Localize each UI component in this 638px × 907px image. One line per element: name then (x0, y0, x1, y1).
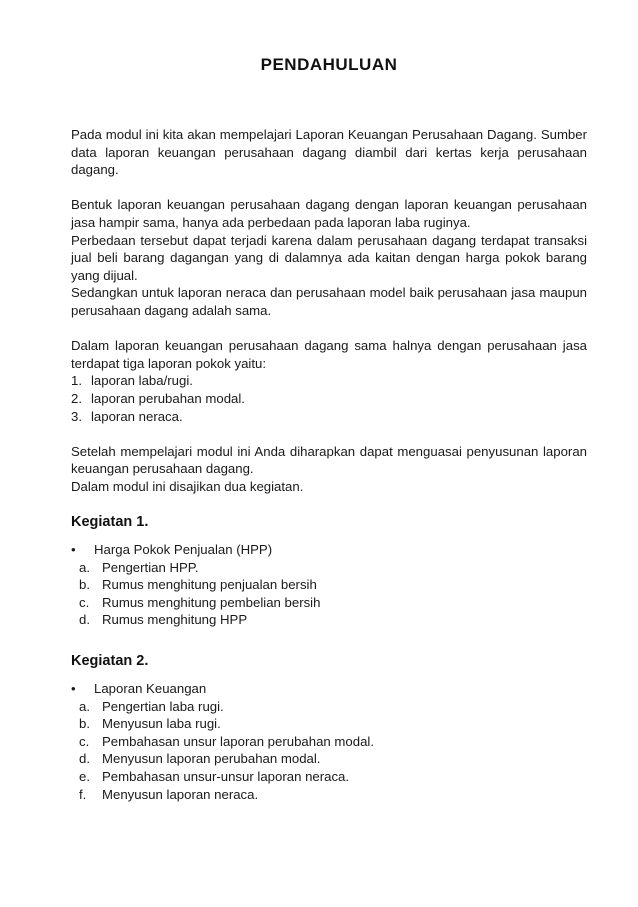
paragraph-activities: Dalam modul ini disajikan dua kegiatan. (71, 478, 304, 494)
item-text: Pengertian laba rugi. (102, 698, 224, 714)
list-item (79, 698, 587, 716)
paragraph-objective: Setelah mempelajari modul ini Anda diharapkan dapat menguasai penyusunan laporan keuangan perusahaan dagang. (71, 443, 587, 477)
intro-body (71, 126, 587, 495)
list-item (79, 559, 587, 577)
item-text: Rumus menghitung HPP (102, 612, 248, 628)
list-item (71, 408, 587, 426)
list-item (71, 680, 587, 698)
list-item (79, 715, 587, 733)
item-letter: c. (79, 594, 90, 610)
item-text: Pembahasan unsur laporan perubahan modal. (102, 733, 374, 749)
kegiatan-1-list (71, 541, 587, 629)
list-item (79, 594, 587, 612)
item-letter: b. (79, 577, 90, 593)
item-letter: d. (79, 612, 90, 628)
list-item (71, 541, 587, 559)
list-item (79, 750, 587, 768)
paragraph-difference: Perbedaan tersebut dapat terjadi karena dalam perusahaan dagang terdapat transaksi jual beli barang dagangan yang di dalamnya ada kaitan dengan harga pokok barang yang dijual. (71, 232, 587, 283)
sub-list (71, 559, 587, 629)
paragraph-balance-sheet: Sedangkan untuk laporan neraca dan perusahaan model baik perusahaan jasa maupun perusahaan dagang adalah sama. (71, 285, 587, 318)
item-text: Menyusun laporan neraca. (102, 786, 259, 802)
list-item (79, 733, 587, 751)
item-text: Rumus menghitung pembelian bersih (102, 594, 321, 610)
list-item (71, 372, 587, 390)
item-text: Pembahasan unsur-unsur laporan neraca. (102, 768, 350, 784)
list-item (71, 390, 587, 408)
item-number: 2. (71, 390, 82, 406)
item-number: 3. (71, 408, 82, 424)
item-letter: f. (79, 786, 87, 802)
bullet-icon: • (71, 542, 76, 557)
kegiatan-2-list (71, 680, 587, 803)
item-text: Menyusun laba rugi. (102, 716, 221, 732)
paragraph-reports: Dalam laporan keuangan perusahaan dagang sama halnya dengan perusahaan jasa terdapat tiga laporan pokok yaitu: (71, 338, 587, 371)
item-letter: a. (79, 698, 90, 714)
list-item (79, 768, 587, 786)
topic-text: Laporan Keuangan (94, 681, 207, 696)
kegiatan-1-heading: Kegiatan 1. (71, 514, 149, 530)
item-letter: d. (79, 751, 90, 767)
item-text: Pengertian HPP. (102, 559, 199, 575)
item-text: laporan neraca. (91, 408, 183, 424)
item-text: laporan laba/rugi. (91, 373, 193, 389)
report-list (71, 372, 587, 425)
paragraph-form: Bentuk laporan keuangan perusahaan dagang dengan laporan keuangan perusahaan jasa hampir sama, hanya ada perbedaan pada laporan laba ruginya. (71, 197, 587, 230)
item-letter: c. (79, 733, 90, 749)
bullet-icon: • (71, 681, 76, 696)
kegiatan-2-heading: Kegiatan 2. (71, 653, 149, 669)
topic-text: Harga Pokok Penjualan (HPP) (94, 542, 273, 557)
item-text: Menyusun laporan perubahan modal. (102, 751, 321, 767)
list-item (79, 611, 587, 629)
list-item (79, 576, 587, 594)
item-letter: b. (79, 716, 90, 732)
item-letter: e. (79, 768, 90, 784)
sub-list (71, 698, 587, 804)
item-text: laporan perubahan modal. (91, 390, 245, 406)
list-item (79, 786, 587, 804)
paragraph-intro: Pada modul ini kita akan mempelajari Laporan Keuangan Perusahaan Dagang. Sumber data laporan keuangan perusahaan dagang diambil dari kertas kerja perusahaan dagang. (71, 127, 587, 178)
page-title: PENDAHULUAN (260, 55, 398, 74)
item-letter: a. (79, 559, 90, 575)
item-number: 1. (71, 373, 82, 389)
item-text: Rumus menghitung penjualan bersih (102, 577, 317, 593)
